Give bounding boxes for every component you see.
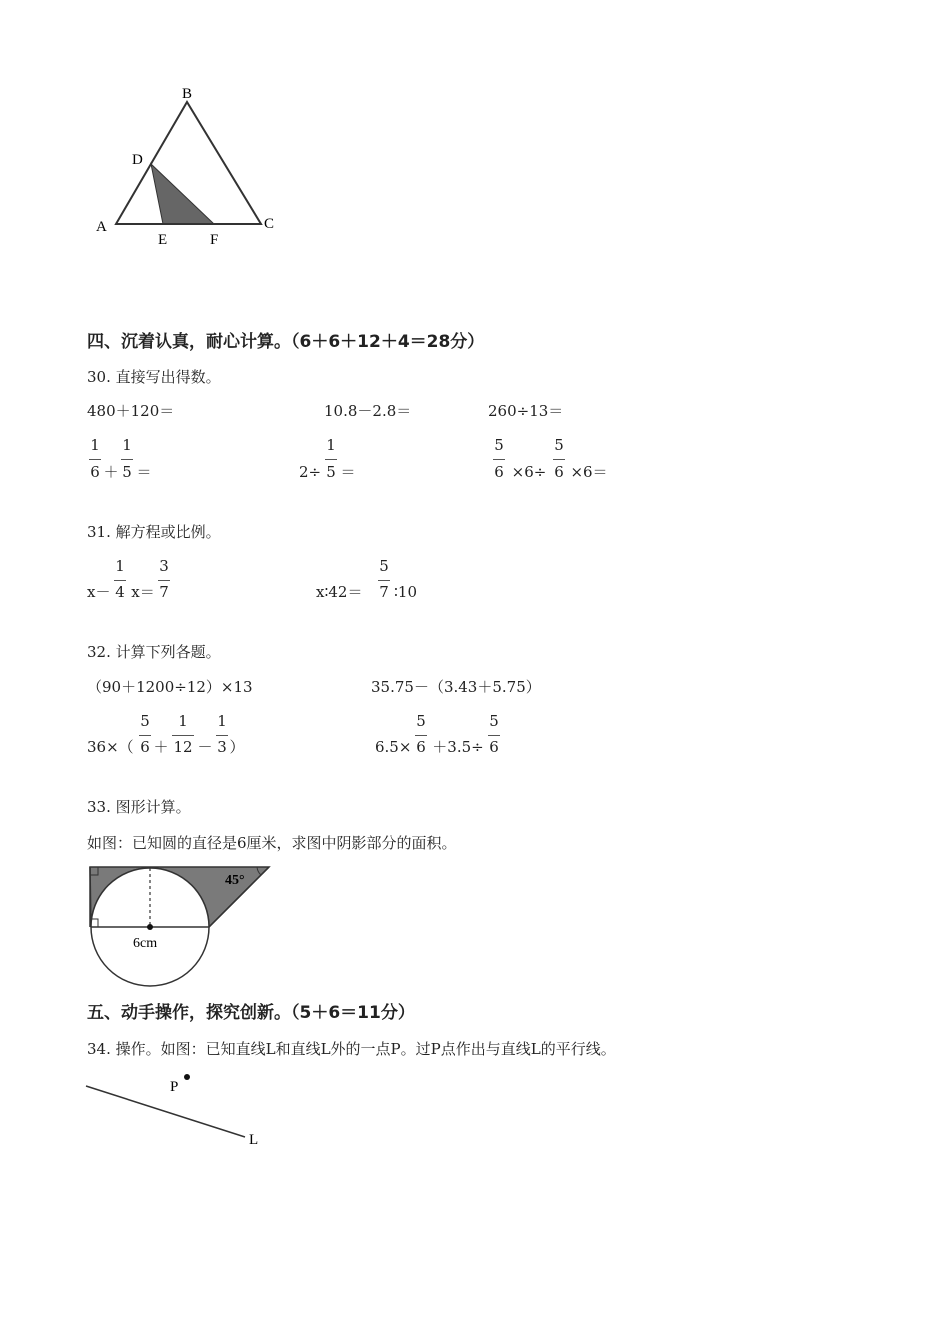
point-p-label: P	[170, 1079, 179, 1095]
equals: ＝	[136, 463, 152, 481]
section-5-heading: 五、动手操作，探究创新。（5＋6＝11分）	[87, 1003, 415, 1023]
fraction-bar	[493, 459, 505, 460]
denominator: 6	[494, 463, 504, 481]
shaded-triangle-def	[151, 164, 214, 224]
q33-description: 如图：已知圆的直径是6厘米，求图中阴影部分的面积。	[87, 834, 457, 852]
fraction-bar	[553, 459, 565, 460]
denominator: 6	[554, 463, 564, 481]
denominator: 3	[217, 738, 227, 756]
q32-title: 32. 计算下列各题。	[87, 643, 221, 661]
middle: ＋3.5÷	[432, 738, 484, 756]
numerator: 1	[178, 712, 188, 730]
label-c: C	[264, 216, 275, 232]
numerator: 1	[122, 436, 132, 454]
tail: ∶10	[394, 583, 417, 601]
operator: ＋	[153, 738, 169, 756]
q32-expr-1: （90＋1200÷12）×13	[87, 678, 253, 696]
label-d: D	[132, 152, 143, 168]
denominator: 4	[115, 583, 125, 601]
operator: －	[197, 738, 213, 756]
numerator: 5	[379, 557, 389, 575]
numerator: 3	[159, 557, 169, 575]
line-point-figure	[80, 1065, 280, 1155]
equals: ＝	[340, 463, 356, 481]
fraction-bar	[158, 580, 170, 581]
denominator: 6	[416, 738, 426, 756]
q30-expr-2: 10.8－2.8＝	[324, 402, 412, 420]
fraction-bar	[488, 735, 500, 736]
denominator: 12	[173, 738, 193, 756]
label-f: F	[210, 232, 219, 248]
label-e: E	[158, 232, 168, 248]
prefix: x－	[87, 583, 111, 601]
q34-title: 34. 操作。如图：已知直线L和直线L外的一点P。过P点作出与直线L的平行线。	[87, 1040, 616, 1058]
denominator: 6	[140, 738, 150, 756]
numerator: 1	[90, 436, 100, 454]
numerator: 1	[115, 557, 125, 575]
q31-title: 31. 解方程或比例。	[87, 523, 221, 541]
middle: ×6÷	[511, 463, 547, 481]
fraction-bar	[216, 735, 228, 736]
label-b: B	[182, 86, 193, 102]
section-4-heading: 四、沉着认真，耐心计算。（6＋6＋12＋4＝28分）	[87, 332, 485, 352]
prefix: 36×（	[87, 738, 134, 756]
denominator: 5	[326, 463, 336, 481]
fraction-bar	[121, 459, 133, 460]
angle-label: 45°	[225, 873, 245, 888]
label-a: A	[96, 219, 107, 235]
q32-expr-2: 35.75－（3.43＋5.75）	[371, 678, 541, 696]
triangle-figure	[90, 80, 290, 255]
fraction-bar	[172, 735, 194, 736]
center-point	[147, 924, 153, 930]
fraction-bar	[114, 580, 126, 581]
q30-expr-1: 480＋120＝	[87, 402, 175, 420]
numerator: 5	[489, 712, 499, 730]
middle: x＝	[131, 583, 155, 601]
fraction-bar	[378, 580, 390, 581]
denominator: 7	[379, 583, 389, 601]
numerator: 5	[140, 712, 150, 730]
prefix: x∶42＝	[316, 583, 363, 601]
denominator: 6	[489, 738, 499, 756]
prefix: 6.5×	[375, 738, 412, 756]
numerator: 5	[416, 712, 426, 730]
line-l	[86, 1086, 245, 1137]
denominator: 7	[159, 583, 169, 601]
denominator: 5	[122, 463, 132, 481]
fraction-bar	[89, 459, 101, 460]
point-p	[184, 1074, 190, 1080]
denominator: 6	[90, 463, 100, 481]
fraction-bar	[325, 459, 337, 460]
numerator: 5	[494, 436, 504, 454]
numerator: 1	[217, 712, 227, 730]
line-l-label: L	[249, 1132, 259, 1148]
numerator: 1	[326, 436, 336, 454]
numerator: 5	[554, 436, 564, 454]
q30-expr-3: 260÷13＝	[488, 402, 564, 420]
diameter-label: 6cm	[133, 936, 158, 951]
fraction-bar	[139, 735, 151, 736]
tail: ）	[229, 738, 245, 756]
tail: ×6＝	[570, 463, 608, 481]
circle-shaded-figure	[85, 860, 275, 990]
fraction-bar	[415, 735, 427, 736]
operator: ＋	[103, 463, 119, 481]
prefix: 2÷	[298, 463, 322, 481]
q33-title: 33. 图形计算。	[87, 798, 191, 816]
q30-title: 30. 直接写出得数。	[87, 368, 221, 386]
